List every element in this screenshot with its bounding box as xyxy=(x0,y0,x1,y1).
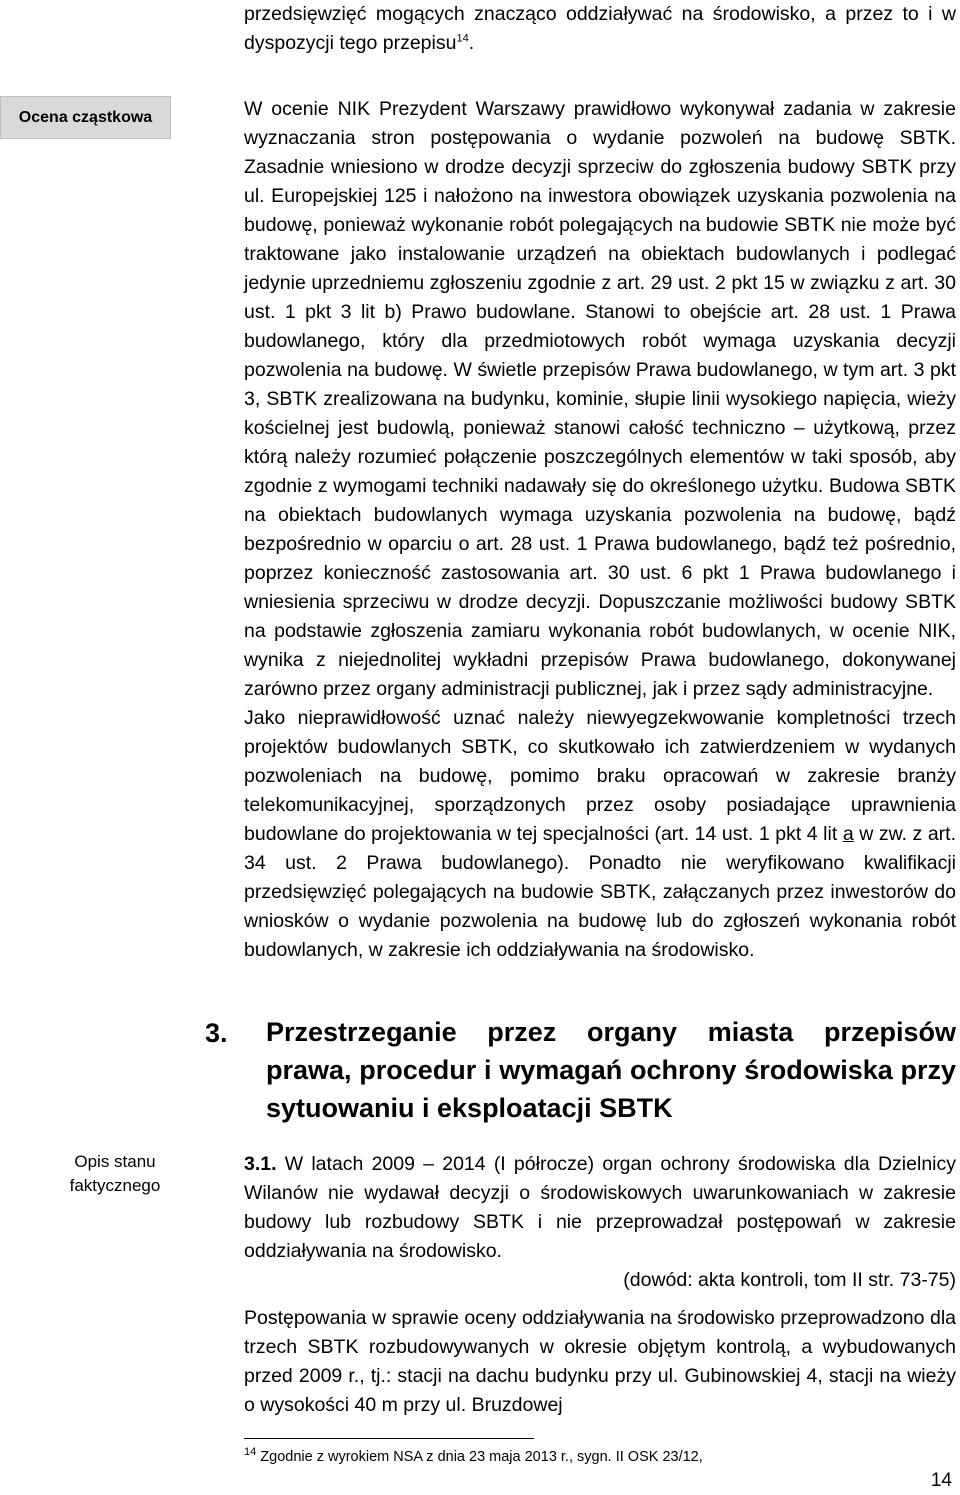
assessment-paragraph-2-a: Jako nieprawidłowość uznać należy niewyegzekwowanie kompletności trzech projektów budowlanych SBTK, co skutkowało ich zatwierdzeniem w wydanych pozwoleniach na budowę, pomimo braku opracowań w zakresie branży telekomunikacyjnej, sporządzonych przez osoby posiadające uprawnienia budowlane do projektowania w tej specjalności (art. 14 ust. 1 pkt 4 lit xyxy=(244,707,956,845)
facts-paragraph-1-text: W latach 2009 – 2014 (I półrocze) organ ochrony środowiska dla Dzielnicy Wilanów nie wydawał decyzji o środowiskowych uwarunkowaniach w zakresie budowy lub rozbudowy SBTK i nie przeprowadzał postępowań w zakresie oddziaływania na środowisko. xyxy=(244,1153,956,1262)
evidence-note: (dowód: akta kontroli, tom II str. 73-75) xyxy=(623,1269,956,1291)
assessment-paragraph-2-b: w zw. z art. 34 ust. 2 Prawa budowlanego). Ponadto nie weryfikowano kwalifikacji przedsięwzięć polegających na budowie SBTK, załączanych przez inwestorów do wniosków o wydanie pozwolenia na budowę lub do zgłoszeń wykonania robót budowlanych, w zakresie ich oddziaływania na środowisko. xyxy=(244,823,957,961)
assessment-paragraph-2 xyxy=(244,704,956,965)
facts-paragraph-2: Postępowania w sprawie oceny oddziaływania na środowisko przeprowadzono dla trzech SBTK rozbudowywanych w okresie objętym kontrolą, a wybudowanych przed 2009 r., tj.: stacji na dachu budynku przy ul. Gubinowskiej 4, stacji na wieży o wysokości 40 m przy ul. Bruzdowej xyxy=(244,1307,956,1416)
section-title: Przestrzeganie przez organy miasta przepisów prawa, procedur i wymagań ochrony środowiska przy sytuowaniu i eksploatacji SBTK xyxy=(266,1017,956,1123)
facts-label: Opis stanu faktycznego xyxy=(69,1152,161,1195)
assessment-label-text: Ocena cząstkowa xyxy=(18,108,153,126)
page-number: 14 xyxy=(930,1470,952,1491)
top-fragment xyxy=(244,0,956,58)
footnote-ref: 14 xyxy=(456,32,469,45)
footnote-divider xyxy=(244,1438,534,1439)
assessment-paragraph-1: W ocenie NIK Prezydent Warszawy prawidłowo wykonywał zadania w zakresie wyznaczania stron postępowania o wydanie pozwoleń na budowę SBTK. Zasadnie wniesiono w drodze decyzji sprzeciw do zgłoszenia budowy SBTK przy ul. Europejskiej 125 i nałożono na inwestora obowiązek uzyskania pozwolenia na budowę, ponieważ wykonanie robót polegających na budowie SBTK nie może być traktowane jako instalowanie urządzeń na obiektach budowlanych i podlegać jedynie uprzedniemu zgłoszeniu zgodnie z art. 29 ust. 2 pkt 15 w związku z art. 30 ust. 1 pkt 3 lit b) Prawo budowlane. Stanowi to obejście art. 28 ust. 1 Prawa budowlanego, który dla przedmiotowych robót wymaga uzyskania decyzji pozwolenia na budowę. W świetle przepisów Prawa budowlanego, w tym art. 3 pkt 3, SBTK zrealizowana na budynku, kominie, słupie linii wysokiego napięcia, wieży kościelnej jest budowlą, ponieważ stanowi całość techniczno – użytkową, przez którą należy rozumieć połączenie poszczególnych elementów w taki sposób, aby zgodnie z wymogami techniki nadawały się do określonego użytku. Budowa SBTK na obiektach budowlanych wymaga uzyskania pozwolenia na budowę, bądź bezpośrednio w oparciu o art. 28 ust. 1 Prawa budowlanego, bądź też pośrednio, poprzez konieczność zastosowania art. 30 ust. 6 pkt 1 Prawa budowlanego i wniesienia sprzeciwu w drodze decyzji. Dopuszczanie możliwości budowy SBTK na podstawie zgłoszenia zamiaru wykonania robót budowlanych, w ocenie NIK, wynika z niejednolitej wykładni przepisów Prawa budowlanego, dokonywanej zarówno przez organy administracji publicznej, jak i przez sądy administracyjne. xyxy=(244,98,956,700)
top-fragment-text: przedsięwzięć mogących znacząco oddziaływać na środowisko, a przez to i w dyspozycji tego przepisu xyxy=(244,3,956,54)
section-number: 3. xyxy=(205,1018,228,1048)
footnote xyxy=(244,1447,703,1467)
footnote-number: 14 xyxy=(244,1446,257,1459)
assessment-body xyxy=(244,95,956,965)
assessment-paragraph-2-lit: a xyxy=(842,823,854,845)
assessment-label xyxy=(0,96,171,139)
facts-sub-number: 3.1. xyxy=(244,1153,277,1175)
top-fragment-tail: . xyxy=(468,32,475,54)
footnote-text: Zgodnie z wyrokiem NSA z dnia 23 maja 2013 r., sygn. II OSK 23/12, xyxy=(256,1449,703,1465)
facts-paragraph-1 xyxy=(244,1150,956,1266)
